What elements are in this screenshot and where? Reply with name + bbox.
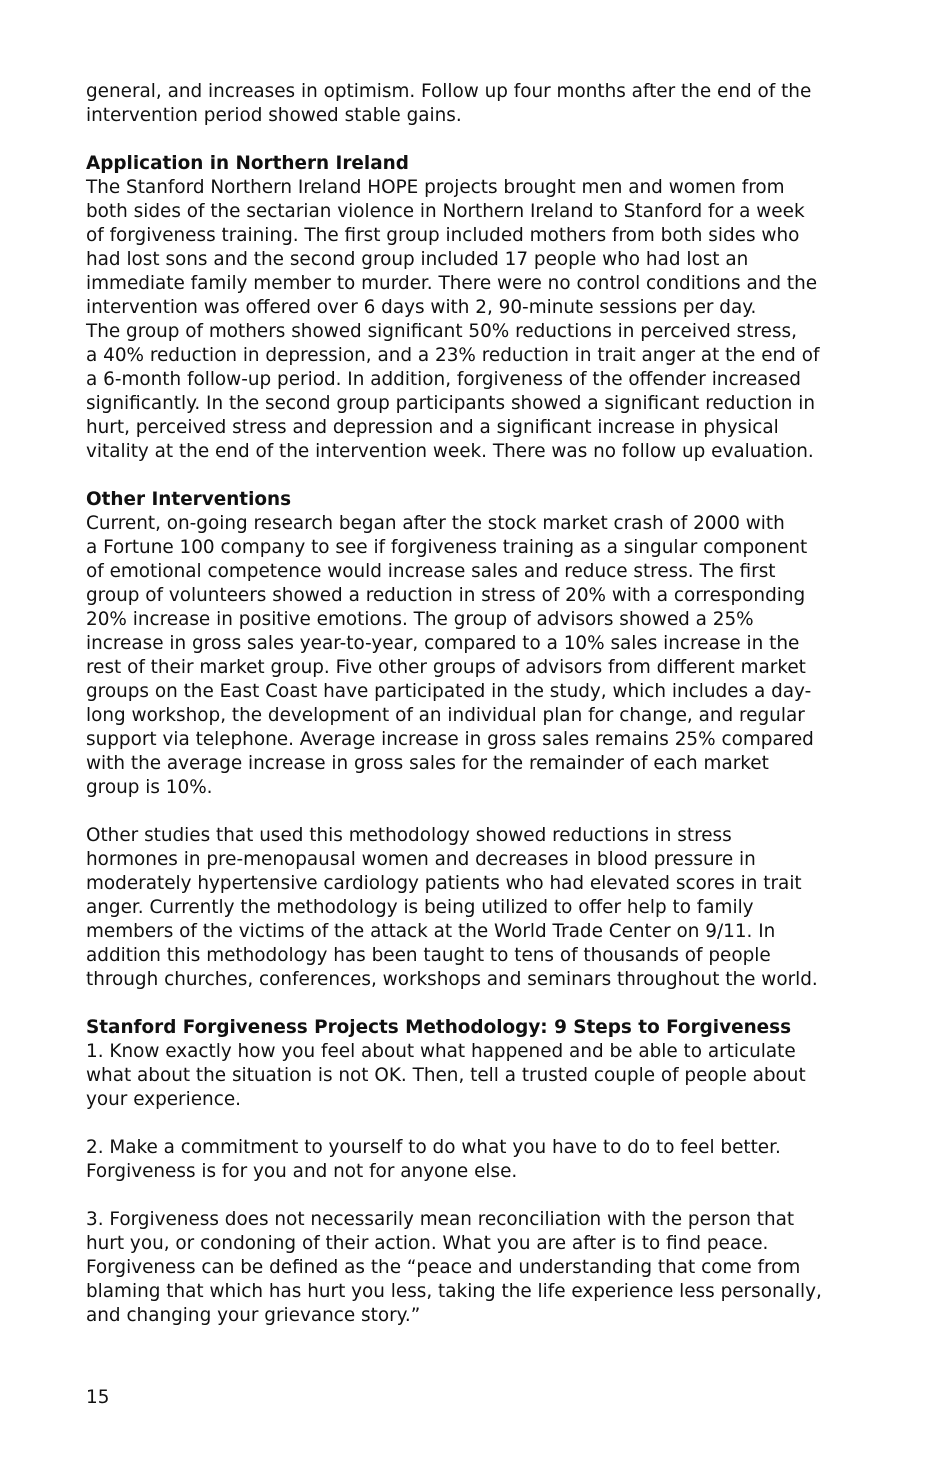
page-content [86, 80, 886, 1352]
page-number: 15 [86, 1387, 110, 1408]
section-methodology [86, 1016, 886, 1328]
step-1: 1. Know exactly how you feel about what happened and be able to articulate what about the situation is not OK. Then, tell a trusted couple of people about your experience. [86, 1041, 806, 1110]
section-body: Current, on-going research began after the stock market crash of 2000 with a Fortune 100 company to see if forgiveness training as a singular component of emotional competence would increase sales and reduce stress. The first group of volunteers showed a reduction in stress of 20% with a corresponding 20% increase in positive emotions. The group of advisors showed a 25% increase in gross sales year-to-year, compared to a 10% sales increase in the rest of their market group. Five other groups of advisors from different market groups on the East Coast have participated in the study, which includes a day- long workshop, the development of an individual plan for change, and regular support via telephone. Average increase in gross sales remains 25% compared with the average increase in gross sales for the remainder of each market group is 10%. [86, 513, 814, 798]
step-3: 3. Forgiveness does not necessarily mean reconciliation with the person that hurt you, or condoning of their action. What you are after is to find peace. Forgiveness can be defined as the “peace and understanding that come from blaming that which has hurt you less, taking the life experience less personally, and changing your grievance story.” [86, 1209, 822, 1326]
section-heading: Stanford Forgiveness Projects Methodology: 9 Steps to Forgiveness [86, 1017, 792, 1038]
section-heading: Application in Northern Ireland [86, 153, 409, 174]
section-heading: Other Interventions [86, 489, 292, 510]
intro-paragraph: general, and increases in optimism. Follow up four months after the end of the intervention period showed stable gains. [86, 81, 812, 126]
section-body: The Stanford Northern Ireland HOPE projects brought men and women from both sides of the sectarian violence in Northern Ireland to Stanford for a week of forgiveness training. The first group included mothers from both sides who had lost sons and the second group included 17 people who had lost an immediate family member to murder. There were no control conditions and the intervention was offered over 6 days with 2, 90-minute sessions per day. The group of mothers showed significant 50% reductions in perceived stress, a 40% reduction in depression, and a 23% reduction in trait anger at the end of a 6-month follow-up period. In addition, forgiveness of the offender increased significantly. In the second group participants showed a significant reduction in hurt, perceived stress and depression and a significant increase in physical vitality at the end of the intervention week. There was no follow up evaluation. [86, 177, 820, 462]
step-2: 2. Make a commitment to yourself to do what you have to do to feel better. Forgiveness is for you and not for anyone else. [86, 1137, 781, 1182]
section-northern-ireland [86, 152, 886, 464]
section-other-interventions [86, 488, 886, 800]
other-studies-paragraph: Other studies that used this methodology showed reductions in stress hormones in pre-menopausal women and decreases in blood pressure in moderately hypertensive cardiology patients who had elevated scores in trait anger. Currently the methodology is being utilized to offer help to family members of the victims of the attack at the World Trade Center on 9/11. In addition this methodology has been taught to tens of thousands of people through churches, conferences, workshops and seminars throughout the world. [86, 825, 818, 990]
